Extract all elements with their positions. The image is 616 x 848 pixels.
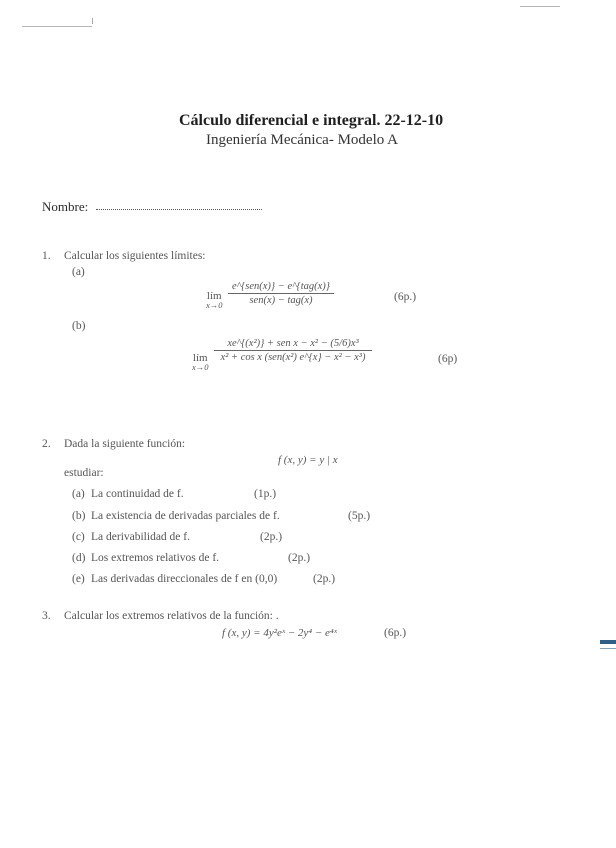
problem-1b-denominator: x² + cos x (sen(x²) e^{x} − x² − x³) <box>220 352 366 363</box>
problem-1a-label: (a) <box>72 266 85 278</box>
problem-1a-numerator: e^{sen(x)} − e^{tag(x)} <box>231 281 331 292</box>
scan-artifact-top-left <box>22 26 92 27</box>
problem-2-text: Dada la siguiente función: <box>64 438 186 450</box>
scan-edge-line <box>600 648 616 649</box>
problem-2-function: f (x, y) = y | x <box>278 454 338 466</box>
problem-1-text: Calcular los siguientes límites: <box>64 250 206 262</box>
problem-1a-limit <box>206 290 223 310</box>
scan-edge-bar <box>600 640 616 644</box>
problem-1-number: 1. <box>42 250 51 262</box>
problem-3-number: 3. <box>42 610 51 622</box>
fraction-bar <box>228 293 334 294</box>
page-title: Cálculo diferencial e integral. 22-12-10 <box>179 112 444 129</box>
limit-subscript: x→0 <box>206 300 223 310</box>
problem-2c-text: La derivabilidad de f. <box>91 531 190 543</box>
nombre-field-line <box>96 209 262 210</box>
limit-operator: lím <box>206 290 222 302</box>
problem-1a-points: (6p.) <box>394 291 417 303</box>
page-subtitle: Ingeniería Mecánica- Modelo A <box>206 132 399 148</box>
nombre-label: Nombre: <box>42 199 89 214</box>
problem-1a-fraction <box>228 281 334 306</box>
problem-2e-points: (2p.) <box>313 573 336 585</box>
problem-2b-text: La existencia de derivadas parciales de f. <box>91 510 280 522</box>
problem-1b-fraction <box>214 338 372 363</box>
limit-subscript: x→0 <box>192 362 209 372</box>
problem-1b-limit <box>192 352 209 372</box>
problem-2a-text: La continuidad de f. <box>91 488 184 500</box>
problem-2d-text: Los extremos relativos de f. <box>91 552 220 564</box>
problem-1b-numerator: xe^{(x²)} + sen x − x² − (5/6)x³ <box>227 338 359 349</box>
problem-2-study: estudiar: <box>64 467 104 479</box>
fraction-bar <box>214 350 372 351</box>
problem-1a-denominator: sen(x) − tag(x) <box>249 295 313 306</box>
problem-2c-label: (c) <box>72 531 85 543</box>
problem-3-text: Calcular los extremos relativos de la función: . <box>64 610 279 622</box>
problem-2a-points: (1p.) <box>254 488 277 500</box>
problem-2b-label: (b) <box>72 510 86 522</box>
scan-artifact-tick <box>92 18 93 24</box>
problem-1b-label: (b) <box>72 320 86 332</box>
problem-1b-points: (6p) <box>438 353 458 365</box>
problem-2c-points: (2p.) <box>260 531 283 543</box>
problem-3-points: (6p.) <box>384 627 407 639</box>
problem-3-function: f (x, y) = 4y²eˣ − 2y⁴ − e⁴ˣ <box>222 627 337 639</box>
problem-2-number: 2. <box>42 438 51 450</box>
problem-2d-points: (2p.) <box>288 552 311 564</box>
problem-2b-points: (5p.) <box>348 510 371 522</box>
problem-2e-label: (e) <box>72 573 85 585</box>
problem-2e-text: Las derivadas direccionales de f en (0,0) <box>91 573 278 585</box>
problem-2d-label: (d) <box>72 552 86 564</box>
limit-operator: lím <box>192 352 208 364</box>
scan-artifact-top-right <box>520 6 560 7</box>
problem-2a-label: (a) <box>72 488 85 500</box>
